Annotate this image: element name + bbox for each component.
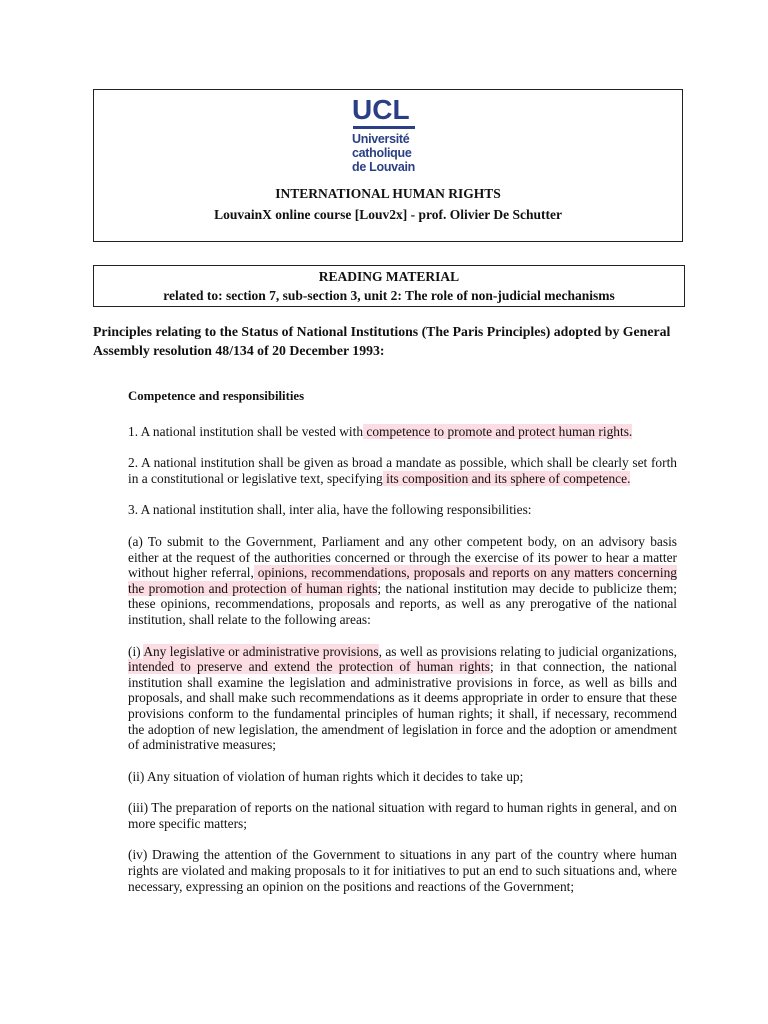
paragraph-a-highlight: opinions, recommendations, proposals and reports on any matters concerning the promotion and protection of human rights xyxy=(128,565,677,596)
paragraph-a-text-2: ; the national institution may decide to publicize them; these opinions, recommendations, proposals and reports, as well as any prerogative of the national institution, shall relate to the following areas: xyxy=(128,580,677,627)
paragraph-iii: (iii) The preparation of reports on the national situation with regard to human rights in general, and on more specific matters; xyxy=(128,800,677,831)
reading-title: READING MATERIAL xyxy=(318,269,460,284)
logo-rule xyxy=(353,126,415,129)
paragraph-iv: (iv) Drawing the attention of the Government to situations in any part of the country where human rights are violated and making proposals to it for initiatives to put an end to such situations and, where necessary, expressing an opinion on the positions and reactions of the Government; xyxy=(128,847,677,894)
paragraph-3: 3. A national institution shall, inter alia, have the following responsibilities: xyxy=(128,502,532,518)
reading-subtitle: related to: section 7, sub-section 3, unit 2: The role of non-judicial mechanisms xyxy=(163,288,615,303)
ucl-logo xyxy=(352,96,424,182)
logo-line-3: de Louvain xyxy=(352,160,415,174)
paragraph-1-highlight: competence to promote and protect human rights. xyxy=(363,423,633,439)
paragraph-i xyxy=(128,644,677,753)
logo-mark: UCL xyxy=(352,94,410,125)
section-heading: Competence and responsibilities xyxy=(128,389,305,403)
principles-title: Principles relating to the Status of National Institutions (The Paris Principles) adopted by General Assembly resolution 48/134 of 20 December 1993: xyxy=(93,324,671,358)
course-title: INTERNATIONAL HUMAN RIGHTS xyxy=(275,186,501,201)
paragraph-i-text: , as well as provisions relating to judicial organizations, xyxy=(378,643,678,659)
reading-material-box xyxy=(93,265,685,307)
paragraph-2-highlight: its composition and its sphere of competence. xyxy=(382,470,631,486)
paragraph-1 xyxy=(128,424,677,440)
header-box xyxy=(93,89,683,242)
document-body xyxy=(128,389,677,894)
paragraph-i-prefix: (i) xyxy=(128,643,144,659)
paragraph-2 xyxy=(128,455,677,486)
logo-line-1: Université xyxy=(352,132,410,146)
paragraph-ii: (ii) Any situation of violation of human rights which it decides to take up; xyxy=(128,768,524,784)
paragraph-i-highlight-1: Any legislative or administrative provisions xyxy=(143,643,379,659)
paragraph-i-highlight-2: intended to preserve and extend the protection of human rights xyxy=(128,659,490,675)
logo-line-2: catholique xyxy=(352,146,412,160)
paragraph-2-text: 2. A national institution shall be given as broad a mandate as possible, which shall be clearly set forth in a constitutional or legislative text, specifying xyxy=(128,455,677,486)
paragraph-a-text: (a) To submit to the Government, Parliament and any other competent body, on an advisory basis either at the request of the authorities concerned or through the exercise of its power to hear a matter without higher referral, xyxy=(128,533,677,581)
paragraph-1-text: 1. A national institution shall be vested with xyxy=(128,423,364,439)
paragraph-a xyxy=(128,534,677,628)
paragraph-i-text-2: ; in that connection, the national institution shall examine the legislation and administrative provisions in force, as well as bills and proposals, and shall make such recommendations as it deems appropriate in order to ensure that these provisions conform to the fundamental principles of human rights; it shall, if necessary, recommend the adoption of new legislation, the amendment of legislation in force and the adoption or amendment of administrative measures; xyxy=(128,659,678,753)
course-subtitle: LouvainX online course [Louv2x] - prof. Olivier De Schutter xyxy=(214,207,562,222)
